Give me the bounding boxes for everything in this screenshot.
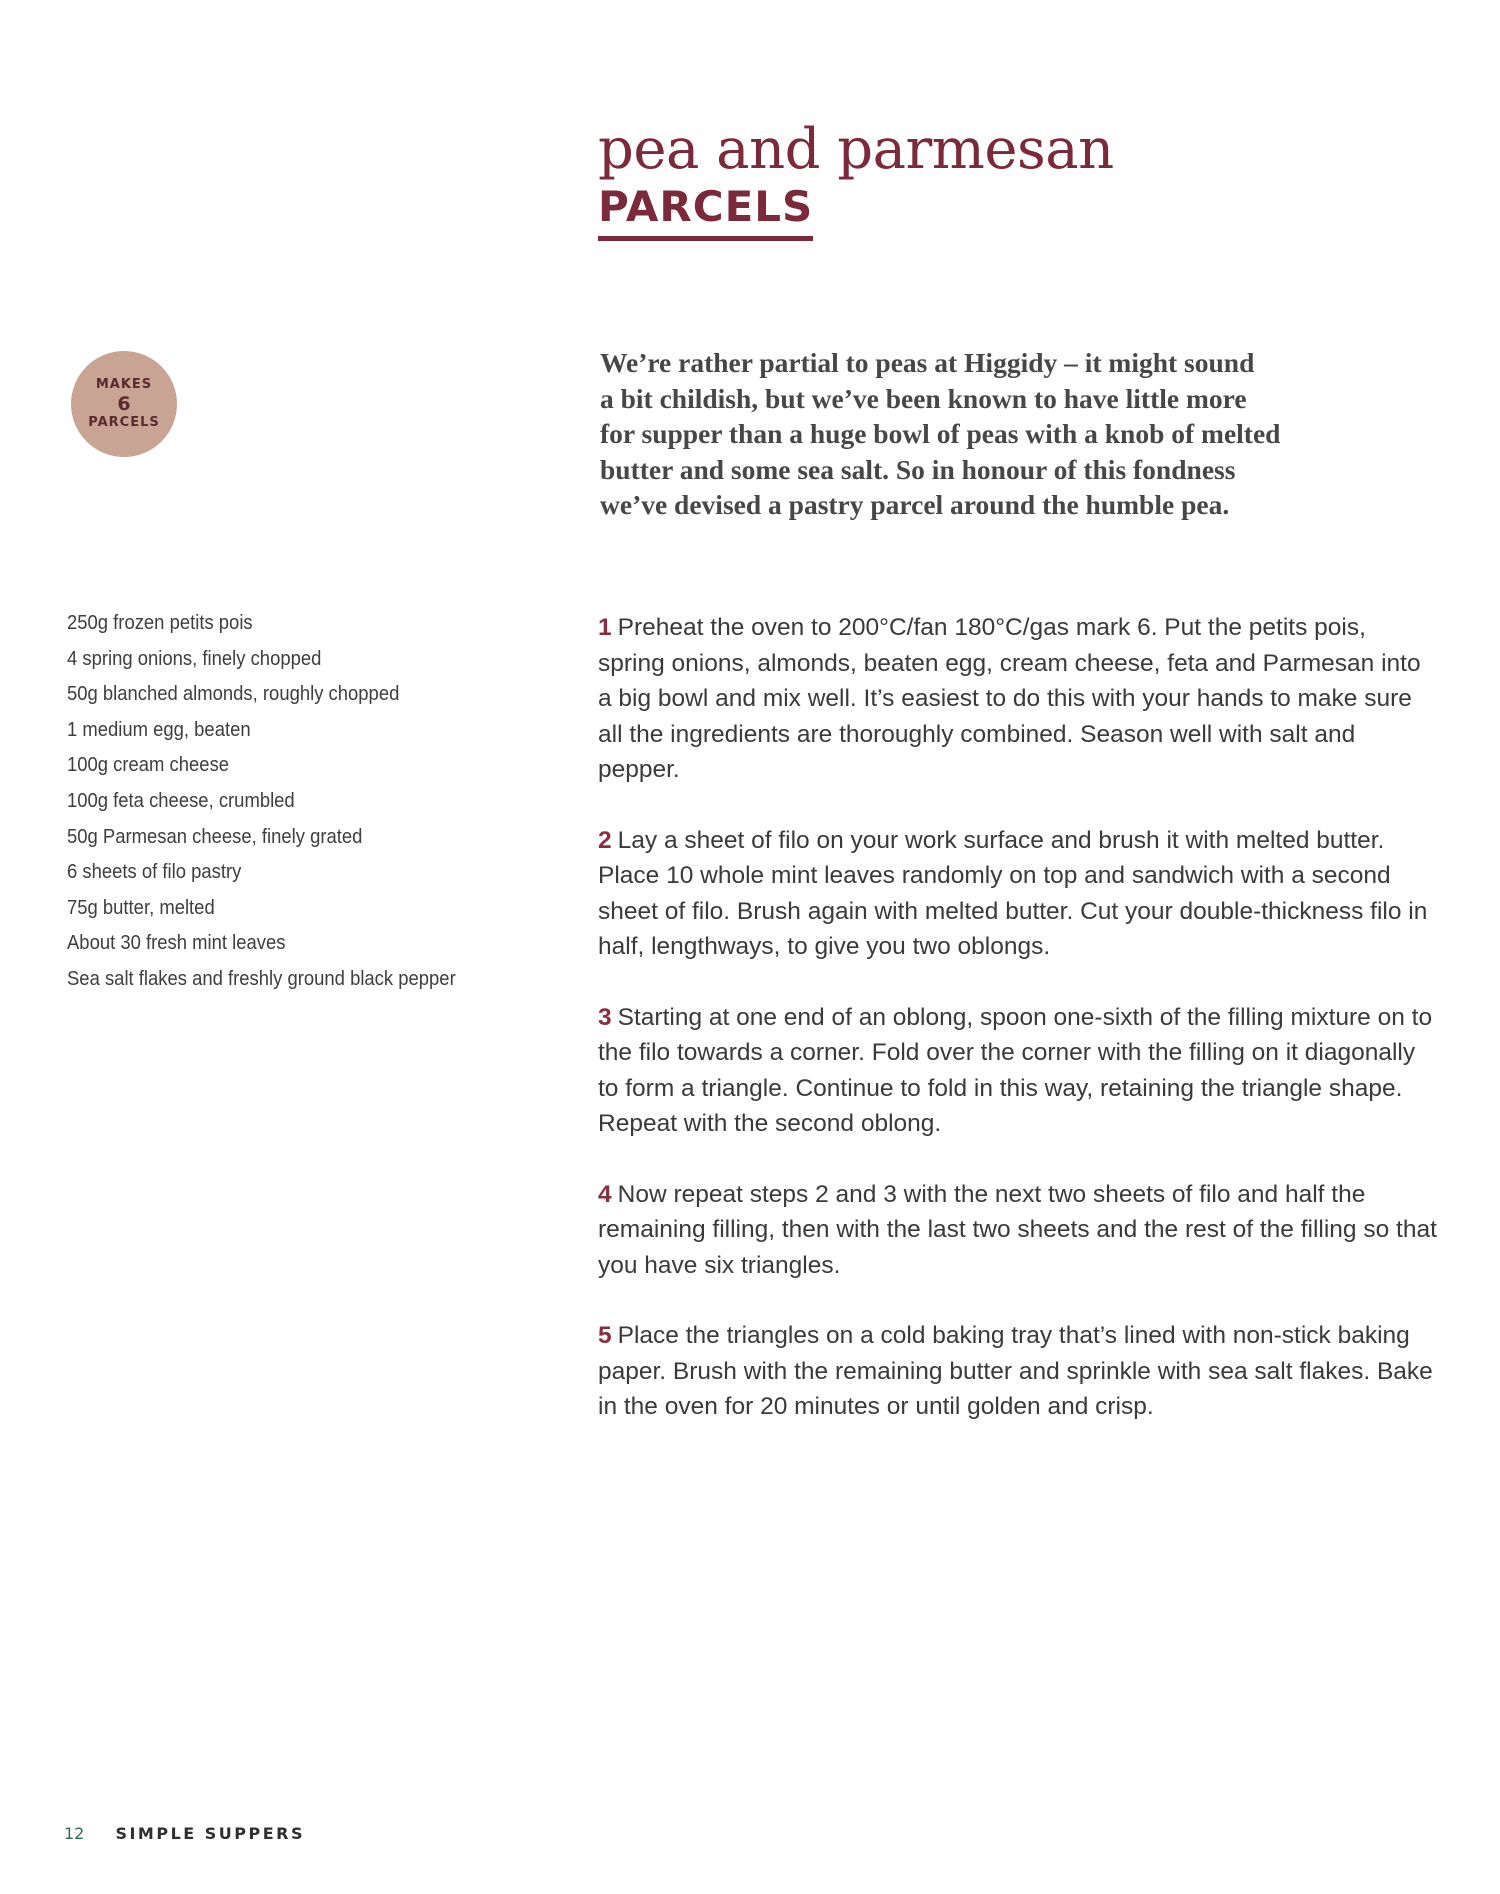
method-steps bbox=[598, 610, 1438, 1460]
intro-line: we’ve devised a pastry parcel around the humble pea. bbox=[600, 489, 1230, 520]
method-step bbox=[598, 1318, 1438, 1425]
intro-line: for supper than a huge bowl of peas with a knob of melted bbox=[600, 418, 1281, 449]
intro-line: butter and some sea salt. So in honour of this fondness bbox=[600, 453, 1236, 485]
intro-paragraph bbox=[600, 345, 1400, 523]
method-step bbox=[598, 823, 1438, 965]
ingredient-item: 6 sheets of filo pastry bbox=[67, 860, 242, 884]
recipe-title bbox=[598, 118, 1298, 241]
step-text: Lay a sheet of filo on your work surface and brush it with melted butter. Place 10 whole mint leaves randomly on top and sandwich with a second sheet of filo. Brush again with melted butter. Cut your double-thickness filo in half, lengthways, to give you two oblongs. bbox=[598, 826, 1428, 960]
step-number: 2 bbox=[598, 826, 612, 854]
step-number: 1 bbox=[598, 614, 612, 641]
yield-badge-number: 6 bbox=[117, 393, 131, 415]
ingredient-item: 1 medium egg, beaten bbox=[67, 717, 251, 741]
title-line-2: PARCELS bbox=[598, 182, 813, 241]
yield-badge-top: MAKES bbox=[95, 377, 153, 392]
ingredient-item: 50g blanched almonds, roughly chopped bbox=[67, 682, 400, 706]
ingredient-item: 100g cream cheese bbox=[67, 753, 230, 777]
page-number: 12 bbox=[64, 1824, 85, 1843]
ingredient-item: 100g feta cheese, crumbled bbox=[67, 788, 295, 812]
page-footer bbox=[64, 1824, 305, 1844]
step-text: Now repeat steps 2 and 3 with the next two sheets of filo and half the remaining filling, then with the last two sheets and the rest of the filling so that you have six triangles. bbox=[598, 1180, 1437, 1279]
title-line-1: pea and parmesan bbox=[598, 117, 1114, 182]
intro-line: a bit childish, but we’ve been known to have little more bbox=[600, 382, 1247, 414]
yield-badge bbox=[71, 351, 177, 457]
intro-line: We’re rather partial to peas at Higgidy – it might sound bbox=[600, 347, 1255, 378]
step-text: Starting at one end of an oblong, spoon one-sixth of the filling mixture on to the filo towards a corner. Fold over the corner with the filling on it diagonally to form a triangle. Continue to fold in this way, retaining the triangle shape. Repeat with the second oblong. bbox=[598, 1003, 1433, 1137]
method-step bbox=[598, 1000, 1438, 1142]
step-text: Place the triangles on a cold baking tray that’s lined with non-stick baking paper. Brush with the remaining butter and sprinkle with sea salt flakes. Bake in the oven for 20 minutes or until golden and crisp. bbox=[598, 1322, 1433, 1420]
step-number: 3 bbox=[598, 1003, 612, 1031]
step-number: 5 bbox=[598, 1322, 612, 1349]
method-step bbox=[598, 610, 1438, 788]
yield-badge-bottom: PARCELS bbox=[88, 415, 160, 430]
method-step bbox=[598, 1177, 1438, 1284]
ingredient-item: 75g butter, melted bbox=[67, 895, 215, 919]
step-text: Preheat the oven to 200°C/fan 180°C/gas mark 6. Put the petits pois, spring onions, almonds, beaten egg, cream cheese, feta and Parmesan into a big bowl and mix well. It’s easiest to do this with your hands to make sure all the ingredients are thoroughly combined. Season well with salt and pepper. bbox=[598, 614, 1421, 783]
section-name: SIMPLE SUPPERS bbox=[115, 1824, 306, 1843]
ingredients-list bbox=[67, 605, 527, 997]
ingredient-item: 50g Parmesan cheese, finely grated bbox=[67, 824, 363, 848]
ingredient-item: About 30 fresh mint leaves bbox=[67, 931, 286, 955]
step-number: 4 bbox=[598, 1180, 612, 1208]
ingredient-item: 4 spring onions, finely chopped bbox=[67, 646, 322, 670]
ingredient-item: 250g frozen petits pois bbox=[67, 611, 253, 634]
ingredient-item: Sea salt flakes and freshly ground black pepper bbox=[67, 966, 456, 990]
